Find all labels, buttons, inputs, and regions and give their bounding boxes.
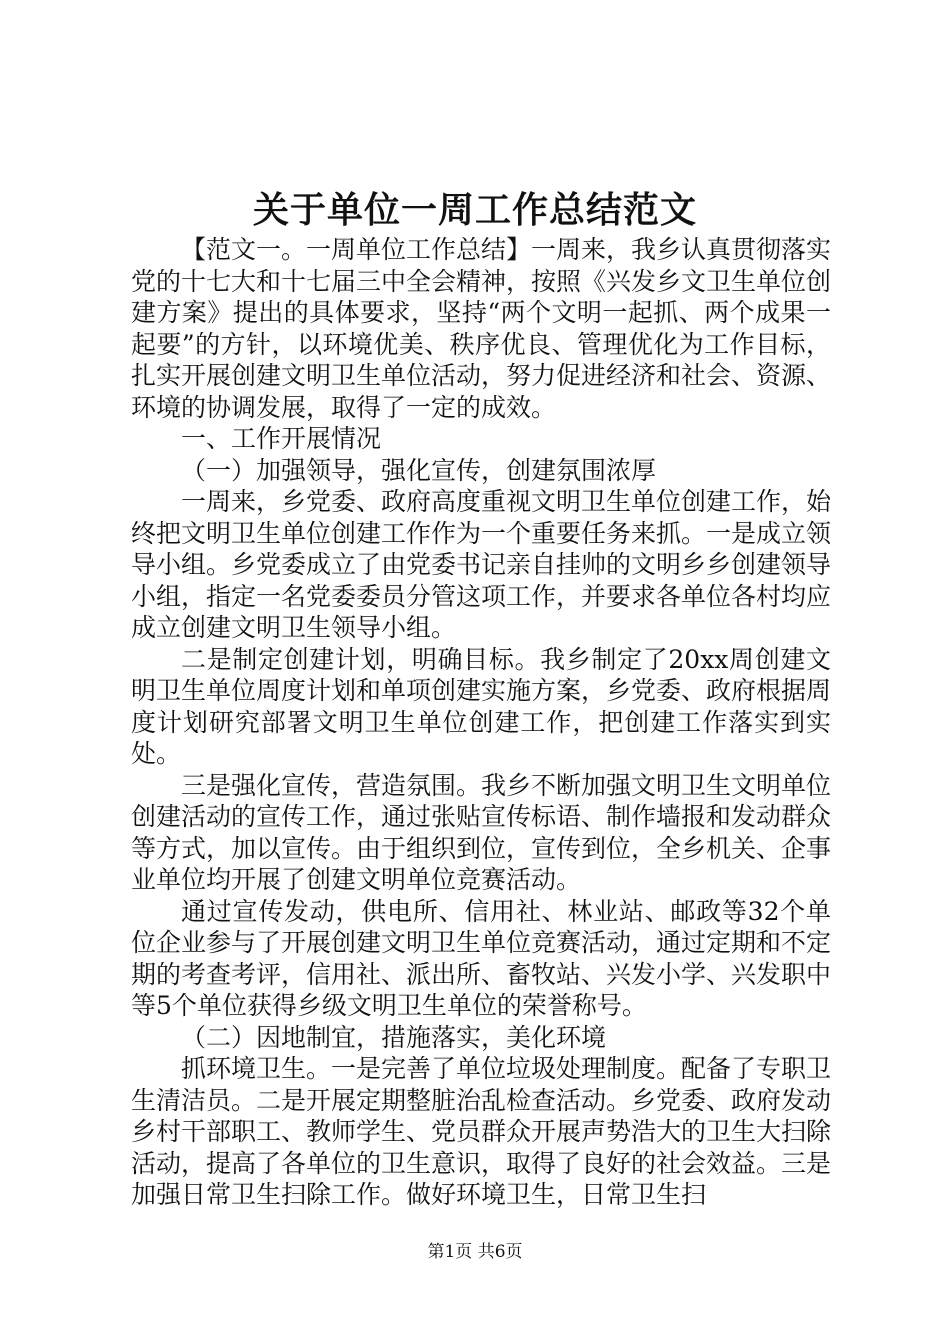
- paragraph: 抓环境卫生。一是完善了单位垃圾处理制度。配备了专职卫生清洁员。二是开展定期整脏治乱检查活动。乡党委、政府发动乡村干部职工、教师学生、党员群众开展声势浩大的卫生大扫除活动，提高了各单位的卫生意识，取得了良好的社会效益。三是加强日常卫生扫除工作。做好环境卫生，日常卫生扫: [131, 1054, 832, 1209]
- paragraph: 通过宣传发动，供电所、信用社、林业站、邮政等32个单位企业参与了开展创建文明卫生单位竞赛活动，通过定期和不定期的考查考评，信用社、派出所、畜牧站、兴发小学、兴发职中等5个单位获得乡级文明卫生单位的荣誉称号。: [131, 896, 832, 1020]
- paragraph: 【范文一。一周单位工作总结】一周来，我乡认真贯彻落实党的十七大和十七届三中全会精神，按照《兴发乡文卫生单位创建方案》提出的具体要求，坚持“两个文明一起抓、两个成果一起要”的方针，以环境优美、秩序优良、管理优化为工作目标，扎实开展创建文明卫生单位活动，努力促进经济和社会、资源、环境的协调发展，取得了一定的成效。: [131, 235, 832, 422]
- subsection-heading: （二）因地制宜，措施落实，美化环境: [181, 1022, 607, 1052]
- document-title: 关于单位一周工作总结范文: [252, 189, 697, 231]
- paragraph: 二是制定创建计划，明确目标。我乡制定了20xx周创建文明卫生单位周度计划和单项创建实施方案，乡党委、政府根据周度计划研究部署文明卫生单位创建工作，把创建工作落实到实处。: [131, 644, 832, 768]
- subsection-heading: （一）加强领导，强化宣传，创建氛围浓厚: [181, 455, 657, 485]
- paragraph: 三是强化宣传，营造氛围。我乡不断加强文明卫生文明单位创建活动的宣传工作，通过张贴宣传标语、制作墙报和发动群众等方式，加以宣传。由于组织到位，宣传到位，全乡机关、企事业单位均开展了创建文明单位竞赛活动。: [131, 770, 832, 894]
- document-body: [131, 234, 831, 1211]
- page-number-footer: 第1页 共6页: [427, 1242, 523, 1262]
- paragraph: 一周来，乡党委、政府高度重视文明卫生单位创建工作，始终把文明卫生单位创建工作作为一个重要任务来抓。一是成立领导小组。乡党委成立了由党委书记亲自挂帅的文明乡乡创建领导小组，指定一名党委委员分管这项工作，并要求各单位各村均应成立创建文明卫生领导小组。: [131, 487, 832, 642]
- section-heading: 一、工作开展情况: [181, 424, 382, 453]
